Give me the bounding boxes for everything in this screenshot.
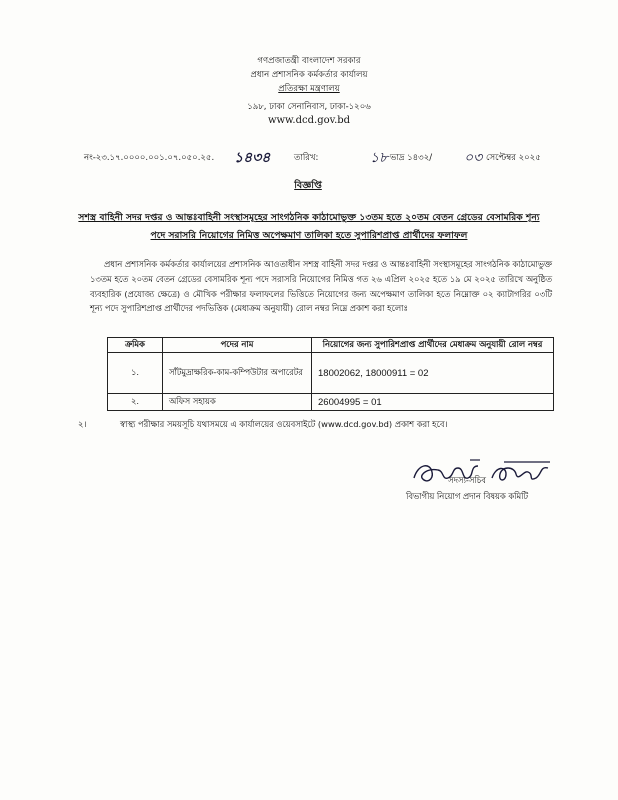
notice-subject: সশস্ত্র বাহিনী সদর দপ্তর ও আন্তঃবাহিনী সংস্থাসমূহের সাংগঠনিক কাঠামোভুক্ত ১৩তম হতে ২০তম বেতন গ্রেডের বেসামরিক শূন্য পদে সরাসরি নিয়োগের নিমিত্ত অপেক্ষমাণ তালিকা হতে সুপারিশপ্রাপ্ত প্রার্থীদের ফলাফল [78, 212, 540, 241]
result-table [107, 337, 554, 411]
row-serial: ২. [108, 394, 163, 411]
memo-number-handwritten: ১৪৩৪ [234, 150, 271, 166]
header-rolls: নিয়োগের জন্য সুপারিশপ্রাপ্ত প্রার্থীদের মেধাক্রম অনুযায়ী রোল নম্বর [312, 338, 554, 353]
header-post: পদের নাম [163, 338, 312, 353]
english-day-handwritten: ০৩ [464, 150, 483, 166]
office-website[interactable]: www.dcd.gov.bd [267, 115, 351, 126]
table-row [108, 353, 554, 394]
note-index: ২। [78, 419, 87, 429]
english-month-year: সেপ্টেম্বর ২০২৫ [486, 153, 541, 163]
ministry-name: প্রতিরক্ষা মন্ত্রণালয় [278, 84, 340, 94]
table-header-row [108, 338, 554, 353]
row-rolls: 26004995 = 01 [312, 394, 554, 411]
row-post: অফিস সহায়ক [163, 394, 312, 411]
bangla-day-handwritten: ১৮ [370, 150, 389, 166]
bangla-month-year: ভাদ্র ১৪৩২/ [390, 153, 433, 163]
date-label: তারিখ: [294, 153, 319, 163]
row-serial: ১. [108, 353, 163, 394]
notice-body: প্রধান প্রশাসনিক কর্মকর্তার কার্যালয়ের প্রশাসনিক আওতাধীন সশস্ত্র বাহিনী সদর দপ্তর ও আন্তঃবাহিনী সংস্থাসমূহের সাংগঠনিক কাঠামোভুক্ত ১৩তম হতে ২০তম বেতন গ্রেডের বেসামরিক শূন্য পদে সরাসরি নিয়োগের নিমিত্ত গত ২৬ এপ্রিল ২০২৫ হতে ১৯ মে ২০২৫ তারিখে অনুষ্ঠিত ব্যবহারিক (প্রযোজ্য ক্ষেত্রে) ও মৌখিক পরীক্ষার ফলাফলের ভিত্তিতে নিয়োগের জন্য অপেক্ষমাণ তালিকা হতে নিম্নোক্ত ০২ ক্যাটাগরির ০৩টি শূন্য পদে সুপারিশপ্রাপ্ত প্রার্থীদের পদভিত্তিক (মেধাক্রম অনুযায়ী) রোল নম্বর নিম্নে প্রকাশ করা হলোঃ [90, 259, 552, 314]
signatory-committee: বিভাগীয় নিয়োগ প্রদান বিষয়ক কমিটি [405, 491, 529, 501]
office-address: ১৯৮, ঢাকা সেনানিবাস, ঢাকা-১২০৬ [247, 102, 371, 112]
row-rolls: 18002062, 18000911 = 02 [312, 353, 554, 394]
memo-number: নং-২৩.১৭.০০০০.০০১.০৭.০৫০.২৫. [84, 153, 215, 163]
signatory-designation: সদস্য-সচিব [448, 475, 486, 485]
note-text: স্বাস্থ্য পরীক্ষার সময়সূচি যথাসময়ে এ কার্যালয়ের ওয়েবসাইটে (www.dcd.gov.bd) প্রকাশ করা হবে। [120, 419, 448, 429]
office-name: প্রধান প্রশাসনিক কর্মকর্তার কার্যালয় [250, 70, 368, 80]
header-serial: ক্রমিক [108, 338, 163, 353]
notice-title: বিজ্ঞপ্তি [294, 180, 322, 191]
row-post: সাঁটমুদ্রাক্ষরিক-কাম-কম্পিউটার অপারেটর [163, 353, 312, 394]
table-row [108, 394, 554, 411]
govt-name: গণপ্রজাতন্ত্রী বাংলাদেশ সরকার [257, 56, 361, 66]
